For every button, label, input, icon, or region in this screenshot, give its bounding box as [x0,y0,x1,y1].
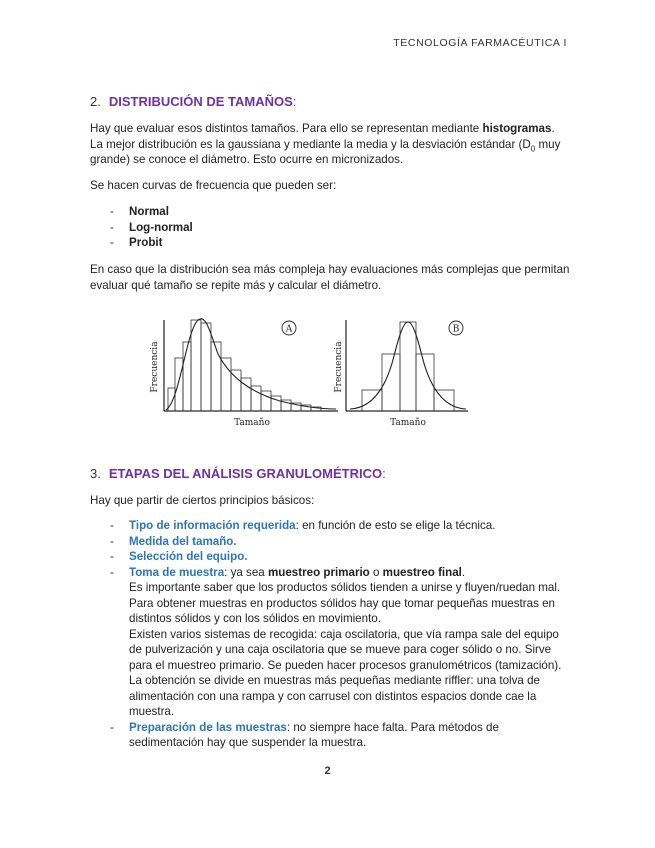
item-text: : no siempre hace falta. Para métodos de sedimentación hay que suspender la muestra. [129,720,499,749]
subscript: 0 [530,143,536,153]
text-run: Hay que evaluar esos distintos tamaños. Para ello se representan mediante [90,122,483,135]
bold-term: muestreo primario [267,565,370,579]
x-axis-label-b: Tamaño [390,418,426,428]
chart-b [334,320,468,428]
item-label: Selección del equipo. [129,550,248,563]
text-run: muy grande) se conoce el diámetro. Esto ocurre en micronizados. [90,137,561,167]
list-item-label: Probit [129,236,163,249]
list-item: - Toma de muestra: ya sea muestreo primario o muestreo final. Es importante saber que los productos sólidos tienden a unirse y fluyen/ruedan mal. Para obtener muestras en productos sólidos hay que tomar pequeñas muestras en distintos sólidos y con los sólidos en movimiento. Existen varios sistemas de recogida: caja oscilatoria, que vía rampa sale del equipo de pulverización y una caja oscilatoria que se mueve para coger sólido o no. Sirve para el muestreo primario. Se pueden hacer procesos granulométricos (tamización). La obtención se divide en muestras más pequeñas mediante riffler: una tolva de alimentación con una rampa y con carrusel con distintos espacios donde cae la muestra. [110,565,570,720]
item-paragraph: Existen varios sistemas de recogida: caja oscilatoria, que vía rampa sale del equipo de pulverización y una caja oscilatoria que se mueve para coger sólido o no. Sirve para el muestreo primario. Se pueden hacer procesos granulométricos (tamización). La obtención se divide en muestras más pequeñas mediante riffler: una tolva de alimentación con una rampa y con carrusel con distintos espacios donde cae la muestra. [129,627,562,718]
item-label: Medida del tamaño. [129,534,237,548]
histogram-bars-b [362,322,454,411]
y-axis-label-b: Frecuencia [334,341,344,393]
distribution-curve-b [350,322,466,409]
list-item: - Normal [110,205,169,218]
section-title: ETAPAS DEL ANÁLISIS GRANULOMÉTRICO [108,466,383,481]
list-item-label: Log-normal [129,220,193,234]
x-axis-label-a: Tamaño [234,418,270,428]
text-run: : ya sea [224,565,268,579]
bold-term: muestreo final [382,565,462,579]
text-run: o [369,565,383,579]
paragraph-histograms [90,121,570,168]
item-label: Toma de muestra [129,565,225,579]
list-item: - Log-normal [110,220,193,234]
list-item: - Selección del equipo. [110,550,248,563]
list-item: - Tipo de información requerida: en función de esto se elige la técnica. [110,519,496,532]
histogram-svg [150,312,480,437]
label-b: B [452,324,460,335]
histogram-figure [150,312,480,442]
label-a: A [285,324,293,335]
y-axis-label-a: Frecuencia [150,341,160,393]
item-text: : en función de esto se elige la técnica. [295,519,496,532]
section-2-heading [90,94,296,109]
text-run: . La mejor distribución es la gaussiana y mediante la media y la desviación estándar (D [90,122,555,151]
paragraph-principles: Hay que partir de ciertos principios básicos: [90,494,315,507]
stages-list [110,518,570,751]
page-number: 2 [324,765,331,777]
list-item: - Probit [110,236,163,249]
curves-list [110,204,570,251]
item-label: Tipo de información requerida [129,519,296,532]
list-item: - Medida del tamaño. [110,534,237,548]
chart-a [150,319,338,428]
list-item: - Preparación de las muestras: no siempre hace falta. Para métodos de sedimentación hay que suspender la muestra. [110,720,499,749]
running-header: TECNOLOGÍA FARMACÉUTICA I [393,37,567,49]
bold-term: histogramas [482,122,552,135]
section-colon: : [292,94,297,109]
section-colon: : [382,466,386,481]
text-run: . [461,565,466,579]
paragraph-curves-intro: Se hacen curvas de frecuencia que pueden ser: [90,179,337,192]
section-3-heading [90,466,386,481]
paragraph-complex: En caso que la distribución sea más compleja hay evaluaciones más complejas que permitan evaluar qué tamaño se repite más y calcular el diámetro. [90,263,570,292]
item-label: Preparación de las muestras [129,720,287,734]
section-title: DISTRIBUCIÓN DE TAMAÑOS [108,94,293,109]
list-item-label: Normal [129,205,169,218]
section-number: 2. [90,94,101,109]
item-paragraph: Es importante saber que los productos sólidos tienden a unirse y fluyen/ruedan mal. Para obtener muestras en productos sólidos hay que tomar pequeñas muestras en distintos sólidos y con los sólidos en movimiento. [129,581,561,625]
section-number: 3. [90,466,101,481]
